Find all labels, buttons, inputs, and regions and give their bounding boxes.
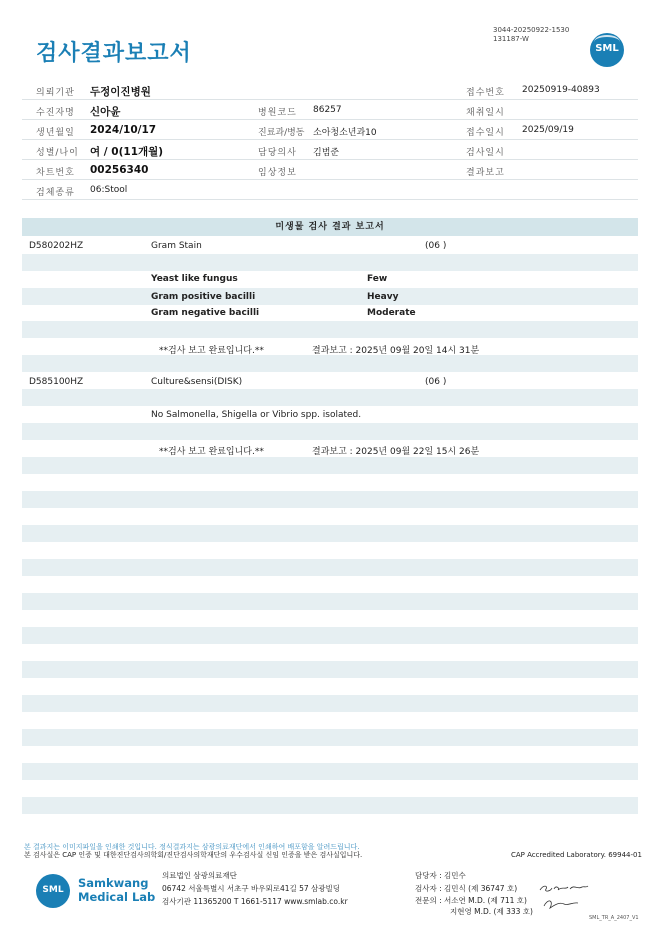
info-row xyxy=(22,140,638,160)
image-print-notice: 본 결과지는 이미지파일을 인쇄한 것입니다. 정식결과지는 삼광의료재단에서 인쇄하여 배포함을 알려드립니다. xyxy=(24,843,360,851)
label-result-report: 결과보고 xyxy=(466,168,505,178)
value-birth-date: 2024/10/17 xyxy=(90,124,157,136)
stripe xyxy=(22,695,638,712)
label-clinical-info: 임상정보 xyxy=(258,168,297,178)
stripe xyxy=(22,661,638,678)
test-specimen: (06 ) xyxy=(425,241,447,251)
sml-logo xyxy=(590,33,624,67)
label-physician: 담당의사 xyxy=(258,148,297,158)
label-requesting-institution: 의뢰기관 xyxy=(36,88,75,98)
stripe xyxy=(22,627,638,644)
logo-text: SML xyxy=(595,43,619,54)
result-row xyxy=(22,406,638,423)
value-specimen-type: 06:Stool xyxy=(90,185,128,195)
stripe xyxy=(22,797,638,814)
label-receipt-datetime: 접수일시 xyxy=(466,128,505,138)
brand-line2: Medical Lab xyxy=(78,890,156,904)
test-code: D585100HZ xyxy=(29,377,84,387)
footer-logo-text: SML xyxy=(42,885,64,895)
test-name: Culture&sensi(DISK) xyxy=(151,377,243,387)
stripe xyxy=(22,355,638,372)
value-sex-age: 여 / 0(11개월) xyxy=(90,146,164,158)
label-birth-date: 생년월일 xyxy=(36,128,75,138)
stripe xyxy=(22,729,638,746)
label-chart-number: 차트번호 xyxy=(36,168,75,178)
org-name: 의료법인 삼광의료재단 xyxy=(162,871,237,880)
stripe xyxy=(22,457,638,474)
label-receipt-number: 접수번호 xyxy=(466,88,505,98)
section-title: 미생물 검사 결과 보고서 xyxy=(22,218,638,236)
stripe xyxy=(22,321,638,338)
info-row xyxy=(22,160,638,180)
value-physician: 김범준 xyxy=(313,148,340,158)
value-hospital-code: 86257 xyxy=(313,105,342,115)
staff-specialist-1: 전문의 : 서소연 M.D. (제 711 호) xyxy=(415,896,527,905)
test-specimen: (06 ) xyxy=(425,377,447,387)
value-chart-number: 00256340 xyxy=(90,164,149,176)
value-requesting-institution: 두정이진병원 xyxy=(90,86,151,98)
document-id-line2: 131187-W xyxy=(493,35,529,43)
stripe xyxy=(22,254,638,271)
info-row xyxy=(22,100,638,120)
staff-examiner: 검사자 : 김민식 (제 36747 호) xyxy=(415,884,518,893)
stripe xyxy=(22,491,638,508)
culture-result: No Salmonella, Shigella or Vibrio spp. isolated. xyxy=(151,410,362,420)
info-row xyxy=(22,120,638,140)
document-id xyxy=(493,26,569,44)
organism-name: Yeast like fungus xyxy=(151,274,238,284)
signature-image xyxy=(538,880,594,914)
value-receipt-datetime: 2025/09/19 xyxy=(522,125,574,135)
report-complete-text: **검사 보고 완료입니다.** xyxy=(159,346,264,356)
report-time: 결과보고 : 2025년 09월 22일 15시 26분 xyxy=(312,447,480,457)
value-receipt-number: 20250919-40893 xyxy=(522,85,600,95)
label-hospital-code: 병원코드 xyxy=(258,108,297,118)
value-patient-name: 신아윤 xyxy=(90,106,121,118)
test-row-culture xyxy=(22,373,638,390)
label-department: 진료과/병동 xyxy=(258,128,305,138)
value-department: 소아청소년과10 xyxy=(313,128,377,138)
label-specimen-type: 검체종류 xyxy=(36,188,75,198)
report-complete-row xyxy=(22,339,638,356)
sml-footer-logo xyxy=(36,874,70,908)
staff-specialist-2: 지현영 M.D. (제 333 호) xyxy=(450,907,533,916)
label-collection-datetime: 채취일시 xyxy=(466,108,505,118)
stripe xyxy=(22,525,638,542)
report-complete-row xyxy=(22,440,638,457)
test-row-gram-stain xyxy=(22,237,638,254)
label-sex-age: 성별/나이 xyxy=(36,148,79,158)
cap-accreditation: CAP Accredited Laboratory. 69944-01 xyxy=(511,851,642,859)
label-patient-name: 수진자명 xyxy=(36,108,75,118)
info-row xyxy=(22,180,638,200)
org-contact: 검사기관 11365200 T 1661-5117 www.smlab.co.kr xyxy=(162,897,348,906)
document-id-line1: 3044-20250922-1530 xyxy=(493,26,570,34)
info-row xyxy=(22,80,638,100)
report-title: 검사결과보고서 xyxy=(36,41,192,66)
result-row xyxy=(22,304,638,321)
result-row xyxy=(22,288,638,305)
organism-name: Gram negative bacilli xyxy=(151,308,260,318)
org-address: 06742 서울특별시 서초구 바우뫼로41길 57 삼광빌딩 xyxy=(162,884,341,893)
organism-amount: Few xyxy=(367,274,388,284)
brand-name xyxy=(78,876,155,904)
brand-line1: Samkwang xyxy=(78,876,149,890)
organism-name: Gram positive bacilli xyxy=(151,292,256,302)
stripe xyxy=(22,559,638,576)
report-complete-text: **검사 보고 완료입니다.** xyxy=(159,447,264,457)
stripe xyxy=(22,389,638,406)
accreditation-notice: 본 검사실은 CAP 인증 및 대한진단검사의학회/진단검사의학재단의 우수검사실 신임 인증을 받은 검사실입니다. xyxy=(24,851,363,859)
test-name: Gram Stain xyxy=(151,241,202,251)
stripe xyxy=(22,593,638,610)
report-time: 결과보고 : 2025년 09월 20일 14시 31분 xyxy=(312,346,480,356)
organism-amount: Moderate xyxy=(367,308,416,318)
label-test-datetime: 검사일시 xyxy=(466,148,505,158)
test-code: D580202HZ xyxy=(29,241,84,251)
result-row xyxy=(22,270,638,287)
stripe xyxy=(22,763,638,780)
staff-manager: 담당자 : 김민수 xyxy=(415,871,466,880)
form-code: SML_TR_A_2407_V1 xyxy=(589,915,639,921)
stripe xyxy=(22,423,638,440)
organism-amount: Heavy xyxy=(367,292,399,302)
